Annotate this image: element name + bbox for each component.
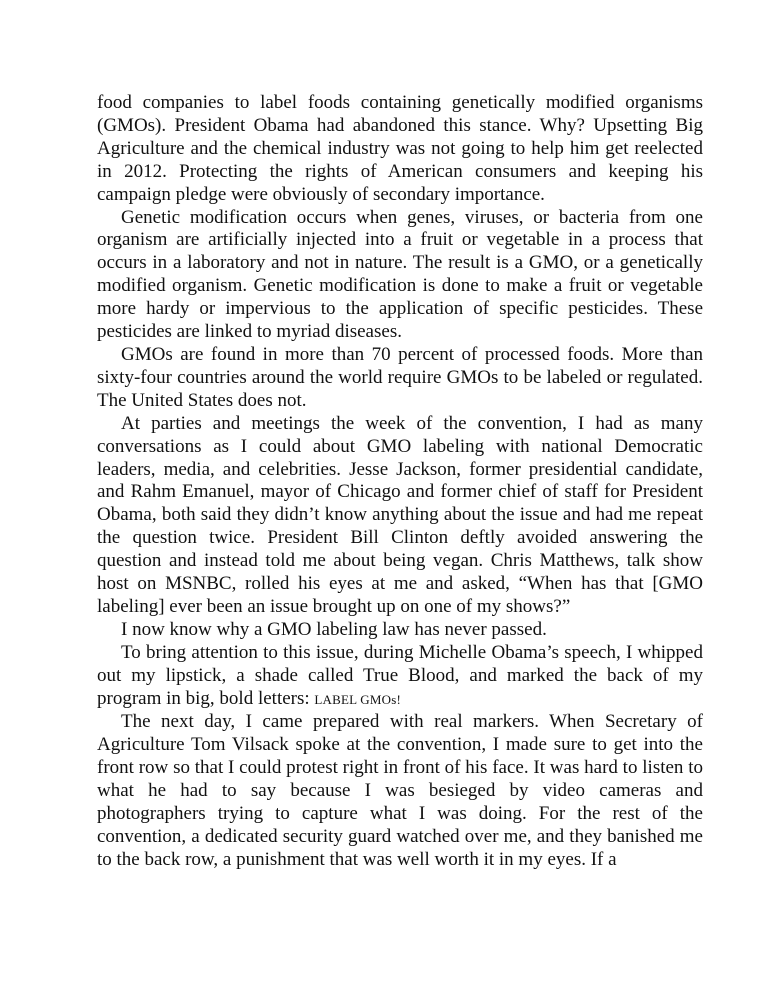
paragraph-labeling-law: I now know why a GMO labeling law has never passed. [121, 618, 547, 640]
paragraph-vilsack-protest: The next day, I came prepared with real markers. When Secretary of Agriculture Tom Vilsack spoke at the convention, I made sure to get into the front row so that I could protest right in front of his face. It was hard to listen to what he had to say because I was besieged by video cameras and photographers trying to capture what I was doing. For the rest of the convention, a dedicated security guard watched over me, and they banished me to the back row, a punishment that was well worth it in my eyes. If a [97, 711, 703, 870]
paragraph-processed-foods: GMOs are found in more than 70 percent of processed foods. More than sixty-four countries around the world require GMOs to be labeled or regulated. The United States does not. [97, 343, 703, 411]
label-gmos-emphasis: LABEL GMOs! [314, 691, 401, 707]
paragraph-genetic-modification: Genetic modification occurs when genes, viruses, or bacteria from one organism are artificially injected into a fruit or vegetable in a process that occurs in a laboratory and not in nature. The result is a GMO, or a genetically modified organism. Genetic modification is done to make a fruit or vegetable more hardy or impervious to the application of specific pesticides. These pesticides are linked to myriad diseases. [97, 206, 703, 343]
lipstick-protest-text: To bring attention to this issue, during Michelle Obama’s speech, I whipped out my lipstick, a shade called True Blood, and marked the back of my program in big, bold letters: [97, 641, 703, 709]
paragraph-lipstick-protest [97, 642, 703, 712]
document-page [97, 92, 703, 872]
paragraph-convention-conversations: At parties and meetings the week of the convention, I had as many conversations as I could about GMO labeling with national Democratic leaders, media, and celebrities. Jesse Jackson, former presidential candidate, and Rahm Emanuel, mayor of Chicago and former chief of staff for President Obama, both said they didn’t know anything about the issue and had me repeat the question twice. President Bill Clinton deftly avoided answering the question and instead told me about being vegan. Chris Matthews, talk show host on MSNBC, rolled his eyes at me and asked, “When has that [GMO labeling] ever been an issue brought up on one of my shows?” [97, 412, 703, 617]
paragraph-gmo-label-stance: food companies to label foods containing genetically modified organisms (GMOs). President Obama had abandoned this stance. Why? Upsetting Big Agriculture and the chemical industry was not going to help him get reelected in 2012. Protecting the rights of American consumers and keeping his campaign pledge were obviously of secondary importance. [97, 92, 703, 205]
